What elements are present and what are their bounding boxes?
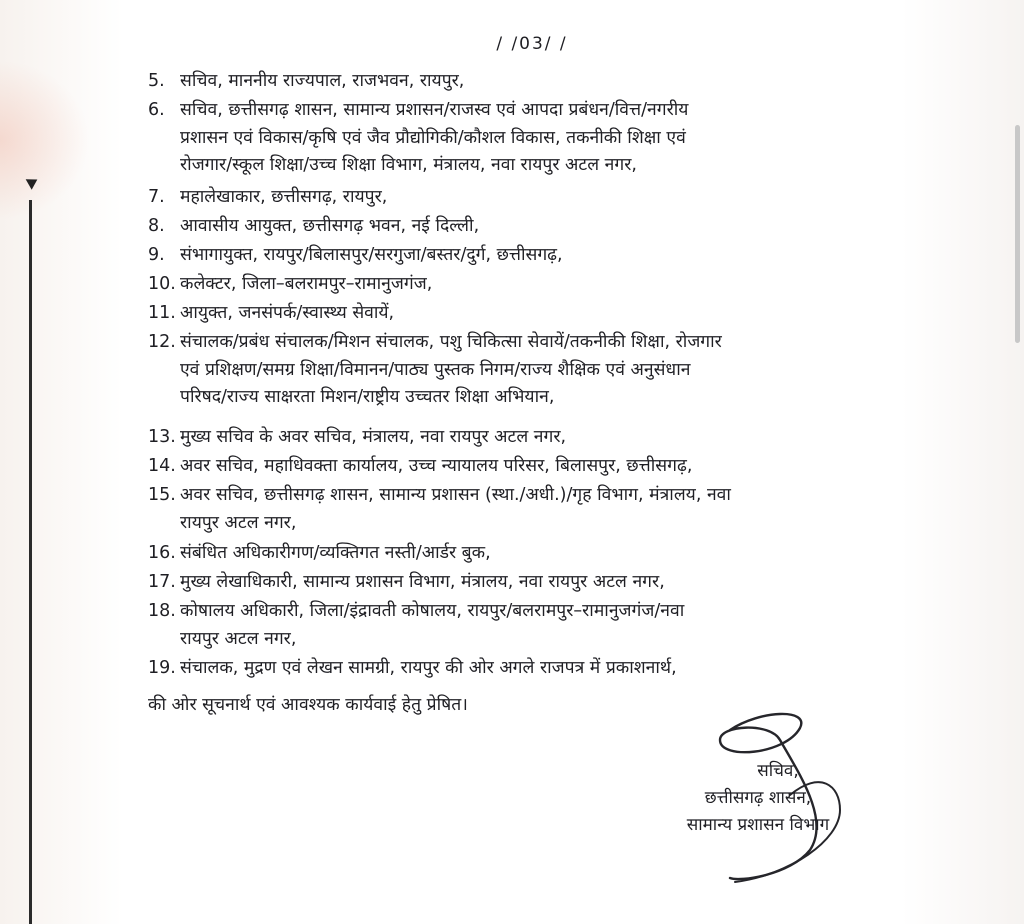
list-item-line: एवं प्रशिक्षण/समग्र शिक्षा/विमानन/पाठ्य पुस्तक निगम/राज्य शैक्षिक एवं अनुसंधान xyxy=(180,359,691,380)
list-item-line xyxy=(148,601,684,621)
list-item xyxy=(148,300,908,328)
list-item-number: 7. xyxy=(148,187,165,207)
list-item-text: संभागायुक्त, रायपुर/बिलासपुर/सरगुजा/बस्तर/दुर्ग, छत्तीसगढ़, xyxy=(180,245,563,265)
list-item xyxy=(148,242,908,270)
signature-block xyxy=(648,758,868,839)
list-item-text: अवर सचिव, महाधिवक्ता कार्यालय, उच्च न्यायालय परिसर, बिलासपुर, छत्तीसगढ़, xyxy=(180,456,693,476)
list-item-line xyxy=(148,543,491,563)
list-item-line: रायपुर अटल नगर, xyxy=(180,628,297,649)
closing-remark: की ओर सूचनार्थ एवं आवश्यक कार्यवाई हेतु प्रेषित। xyxy=(148,695,468,715)
list-item-line: प्रशासन एवं विकास/कृषि एवं जैव प्रौद्योगिकी/कौशल विकास, तकनीकी शिक्षा एवं xyxy=(180,127,686,148)
list-item-text: महालेखाकार, छत्तीसगढ़, रायपुर, xyxy=(180,187,388,207)
list-item-text: संचालक/प्रबंध संचालक/मिशन संचालक, पशु चिकित्सा सेवायें/तकनीकी शिक्षा, रोजगार xyxy=(180,332,722,352)
list-item-text: संचालक, मुद्रण एवं लेखन सामग्री, रायपुर की ओर अगले राजपत्र में प्रकाशनार्थ, xyxy=(180,658,677,678)
signature-title: सचिव, xyxy=(757,761,799,781)
list-item-line xyxy=(148,332,722,352)
list-item-line: रोजगार/स्कूल शिक्षा/उच्च शिक्षा विभाग, मंत्रालय, नवा रायपुर अटल नगर, xyxy=(180,155,637,175)
list-item xyxy=(148,540,908,568)
list-item-line: परिषद/राज्य साक्षरता मिशन/राष्ट्रीय उच्चतर शिक्षा अभियान, xyxy=(180,387,555,407)
list-item xyxy=(148,213,908,241)
list-item-text: मुख्य लेखाधिकारी, सामान्य प्रशासन विभाग, मंत्रालय, नवा रायपुर अटल नगर, xyxy=(180,572,665,592)
list-item-number: 17. xyxy=(148,572,176,592)
list-item xyxy=(148,453,908,481)
list-item-line: रायपुर अटल नगर, xyxy=(180,512,297,533)
list-item xyxy=(148,329,908,412)
list-item-number: 14. xyxy=(148,456,176,476)
scrollbar-thumb[interactable] xyxy=(1015,125,1020,343)
page-number: / /03/ / xyxy=(496,34,568,54)
list-item-line xyxy=(148,456,692,476)
list-item-number: 12. xyxy=(148,332,176,352)
list-item-number: 9. xyxy=(148,245,165,265)
list-item-line xyxy=(148,274,432,294)
list-item xyxy=(148,424,908,452)
list-item-number: 18. xyxy=(148,601,176,621)
list-item-line xyxy=(148,71,464,91)
list-item-text: सचिव, छत्तीसगढ़ शासन, सामान्य प्रशासन/राजस्व एवं आपदा प्रबंधन/वित्त/नगरीय xyxy=(180,100,689,120)
list-item-text: आवासीय आयुक्त, छत्तीसगढ़ भवन, नई दिल्ली, xyxy=(180,216,480,236)
list-item-number: 19. xyxy=(148,658,176,678)
list-item-number: 10. xyxy=(148,274,176,294)
list-item-number: 16. xyxy=(148,543,176,563)
list-item-line xyxy=(148,100,688,120)
list-item-number: 11. xyxy=(148,303,176,323)
margin-rule xyxy=(29,200,32,924)
list-item-number: 15. xyxy=(148,485,176,505)
list-item xyxy=(148,184,908,212)
list-item xyxy=(148,482,908,537)
list-item-text: आयुक्त, जनसंपर्क/स्वास्थ्य सेवायें, xyxy=(180,303,395,323)
list-item-text: कोषालय अधिकारी, जिला/इंद्रावती कोषालय, रायपुर/बलरामपुर–रामानुजगंज/नवा xyxy=(180,601,685,621)
list-item-number: 6. xyxy=(148,100,165,120)
list-item-line xyxy=(148,658,677,678)
list-item-number: 13. xyxy=(148,427,176,447)
paper-stain xyxy=(0,60,90,220)
list-item-line xyxy=(148,303,394,323)
list-item-line xyxy=(148,572,665,592)
list-item-line xyxy=(148,216,479,236)
list-item-number: 8. xyxy=(148,216,165,236)
list-item-number: 5. xyxy=(148,71,165,91)
list-item xyxy=(148,655,908,683)
signature-department: सामान्य प्रशासन विभाग xyxy=(686,815,830,835)
list-item-text: मुख्य सचिव के अवर सचिव, मंत्रालय, नवा रायपुर अटल नगर, xyxy=(180,427,567,447)
list-item-text: सचिव, माननीय राज्यपाल, राजभवन, रायपुर, xyxy=(180,71,465,91)
list-item-text: संबंधित अधिकारीगण/व्यक्तिगत नस्ती/आर्डर बुक, xyxy=(180,543,491,563)
list-item-line xyxy=(148,245,563,265)
list-item xyxy=(148,271,908,299)
list-item-text: अवर सचिव, छत्तीसगढ़ शासन, सामान्य प्रशासन (स्था./अधी.)/गृह विभाग, मंत्रालय, नवा xyxy=(180,485,731,505)
list-item-text: कलेक्टर, जिला–बलरामपुर–रामानुजगंज, xyxy=(180,274,433,294)
list-item xyxy=(148,598,908,653)
list-item xyxy=(148,68,908,96)
list-item-line xyxy=(148,187,387,207)
list-item xyxy=(148,569,908,597)
list-item-line xyxy=(148,485,731,505)
list-item xyxy=(148,97,908,180)
list-item-line xyxy=(148,427,566,447)
signature-government: छत्तीसगढ़ शासन, xyxy=(704,788,812,808)
